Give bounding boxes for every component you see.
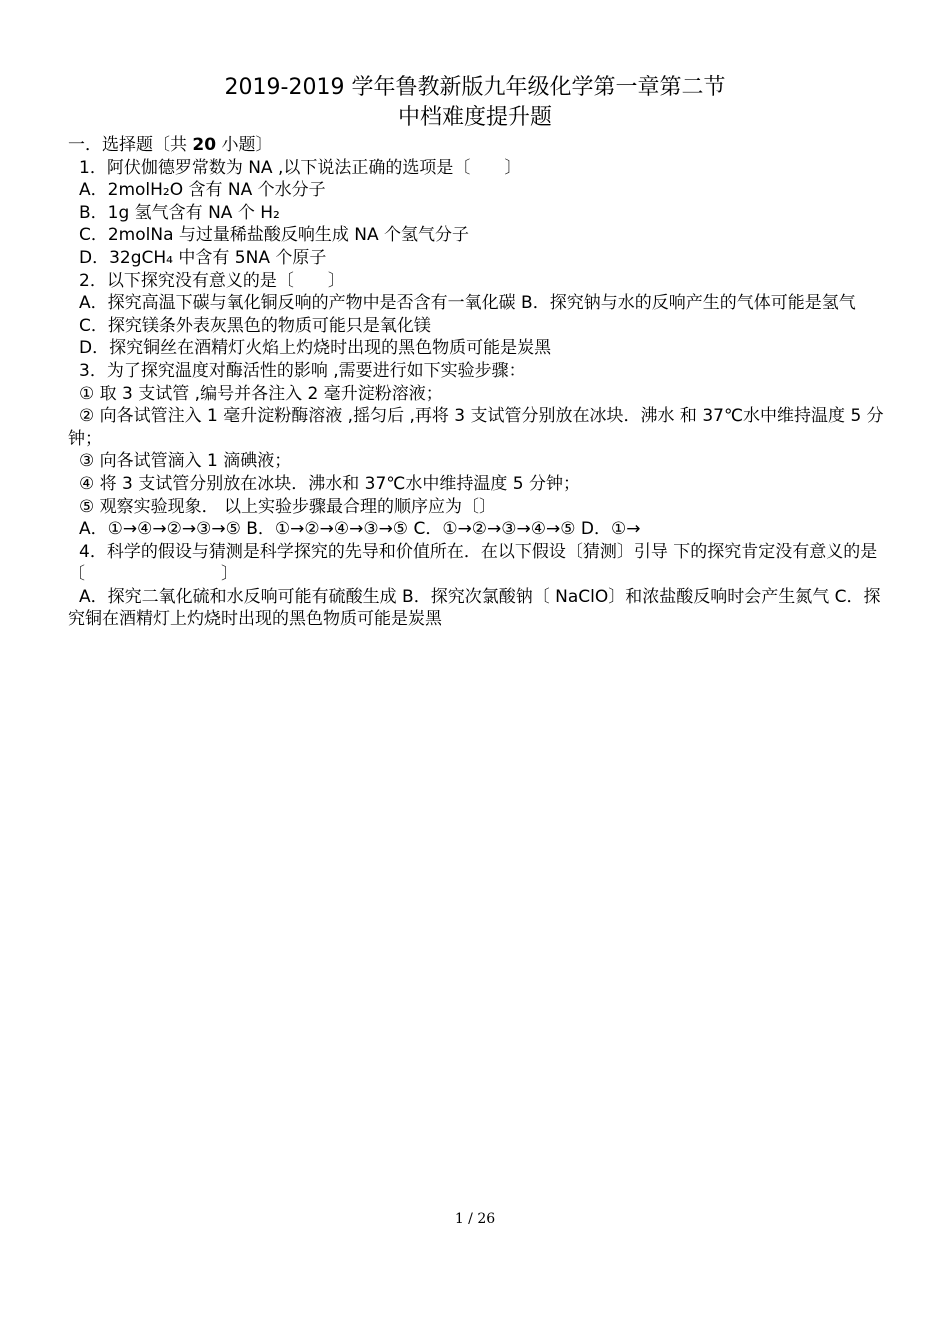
question-1-option-d: D．32gCH₄ 中含有 5NA 个原子 [79,247,327,268]
section-heading [68,134,884,157]
question-3-step-1: ① 取 3 支试管 ,编号并各注入 2 毫升淀粉溶液； [79,383,443,404]
question-3-step-3: ③ 向各试管滴入 1 滴碘液； [79,451,292,472]
question-4-options: A．探究二氧化硫和水反响可能有硫酸生成 B．探究次氯酸钠〔 NaClO〕和浓盐酸反响时会产生氮气 C．探究铜在酒精灯上灼烧时出现的黑色物质可能是炭黑 [68,586,881,630]
section-suffix: 小题〕 [216,135,273,155]
question-3-step-5: ⑤ 观察实验现象． 以上实验步骤最合理的顺序应为〔〕 [79,496,497,517]
question-3-step-2: ② 向各试管注入 1 毫升淀粉酶溶液 ,摇匀后 ,再将 3 支试管分别放在冰块．沸水 和 37℃水中维持温度 5 分钟； [68,406,884,449]
document-subtitle: 中档难度提升题 [397,105,552,130]
question-4-stem: 4．科学的假设与猜测是科学探究的先导和价值所在．在以下假设〔猜测〕引导 下的探究肯定没有意义的是〔 〕 [68,541,878,585]
question-2-option-ab: A．探究高温下碳与氧化铜反响的产物中是否含有一氧化碳 B．探究钠与水的反响产生的气体可能是氢气 [79,293,856,314]
question-2-option-d: D．探究铜丝在酒精灯火焰上灼烧时出现的黑色物质可能是炭黑 [79,338,552,359]
section-prefix: 一．选择题〔共 [68,135,193,155]
question-3-options: A．①→④→②→③→⑤ B．①→②→④→③→⑤ C．①→②→③→④→⑤ D．①→ [79,519,641,540]
document-body [68,134,884,631]
question-2-stem: 2．以下探究没有意义的是〔 〕 [79,270,345,291]
question-3-stem: 3．为了探究温度对酶活性的影响 ,需要进行如下实验步骤： [79,360,526,381]
question-1-option-b: B．1g 氢气含有 NA 个 H₂ [79,202,280,223]
question-1-option-a: A．2molH₂O 含有 NA 个水分子 [79,180,326,201]
question-1-stem: 1．阿伏伽德罗常数为 NA ,以下说法正确的选项是〔 〕 [79,157,522,178]
question-2-option-c: C．探究镁条外表灰黑色的物质可能只是氧化镁 [79,315,431,336]
page-number: 1 / 26 [454,1211,496,1227]
question-3-step-4: ④ 将 3 支试管分别放在冰块．沸水和 37℃水中维持温度 5 分钟； [79,473,581,494]
question-count: 20 [192,135,217,155]
document-title: 2019-2019 学年鲁教新版九年级化学第一章第二节 [224,75,726,100]
question-1-option-c: C．2molNa 与过量稀盐酸反响生成 NA 个氢气分子 [79,225,470,246]
